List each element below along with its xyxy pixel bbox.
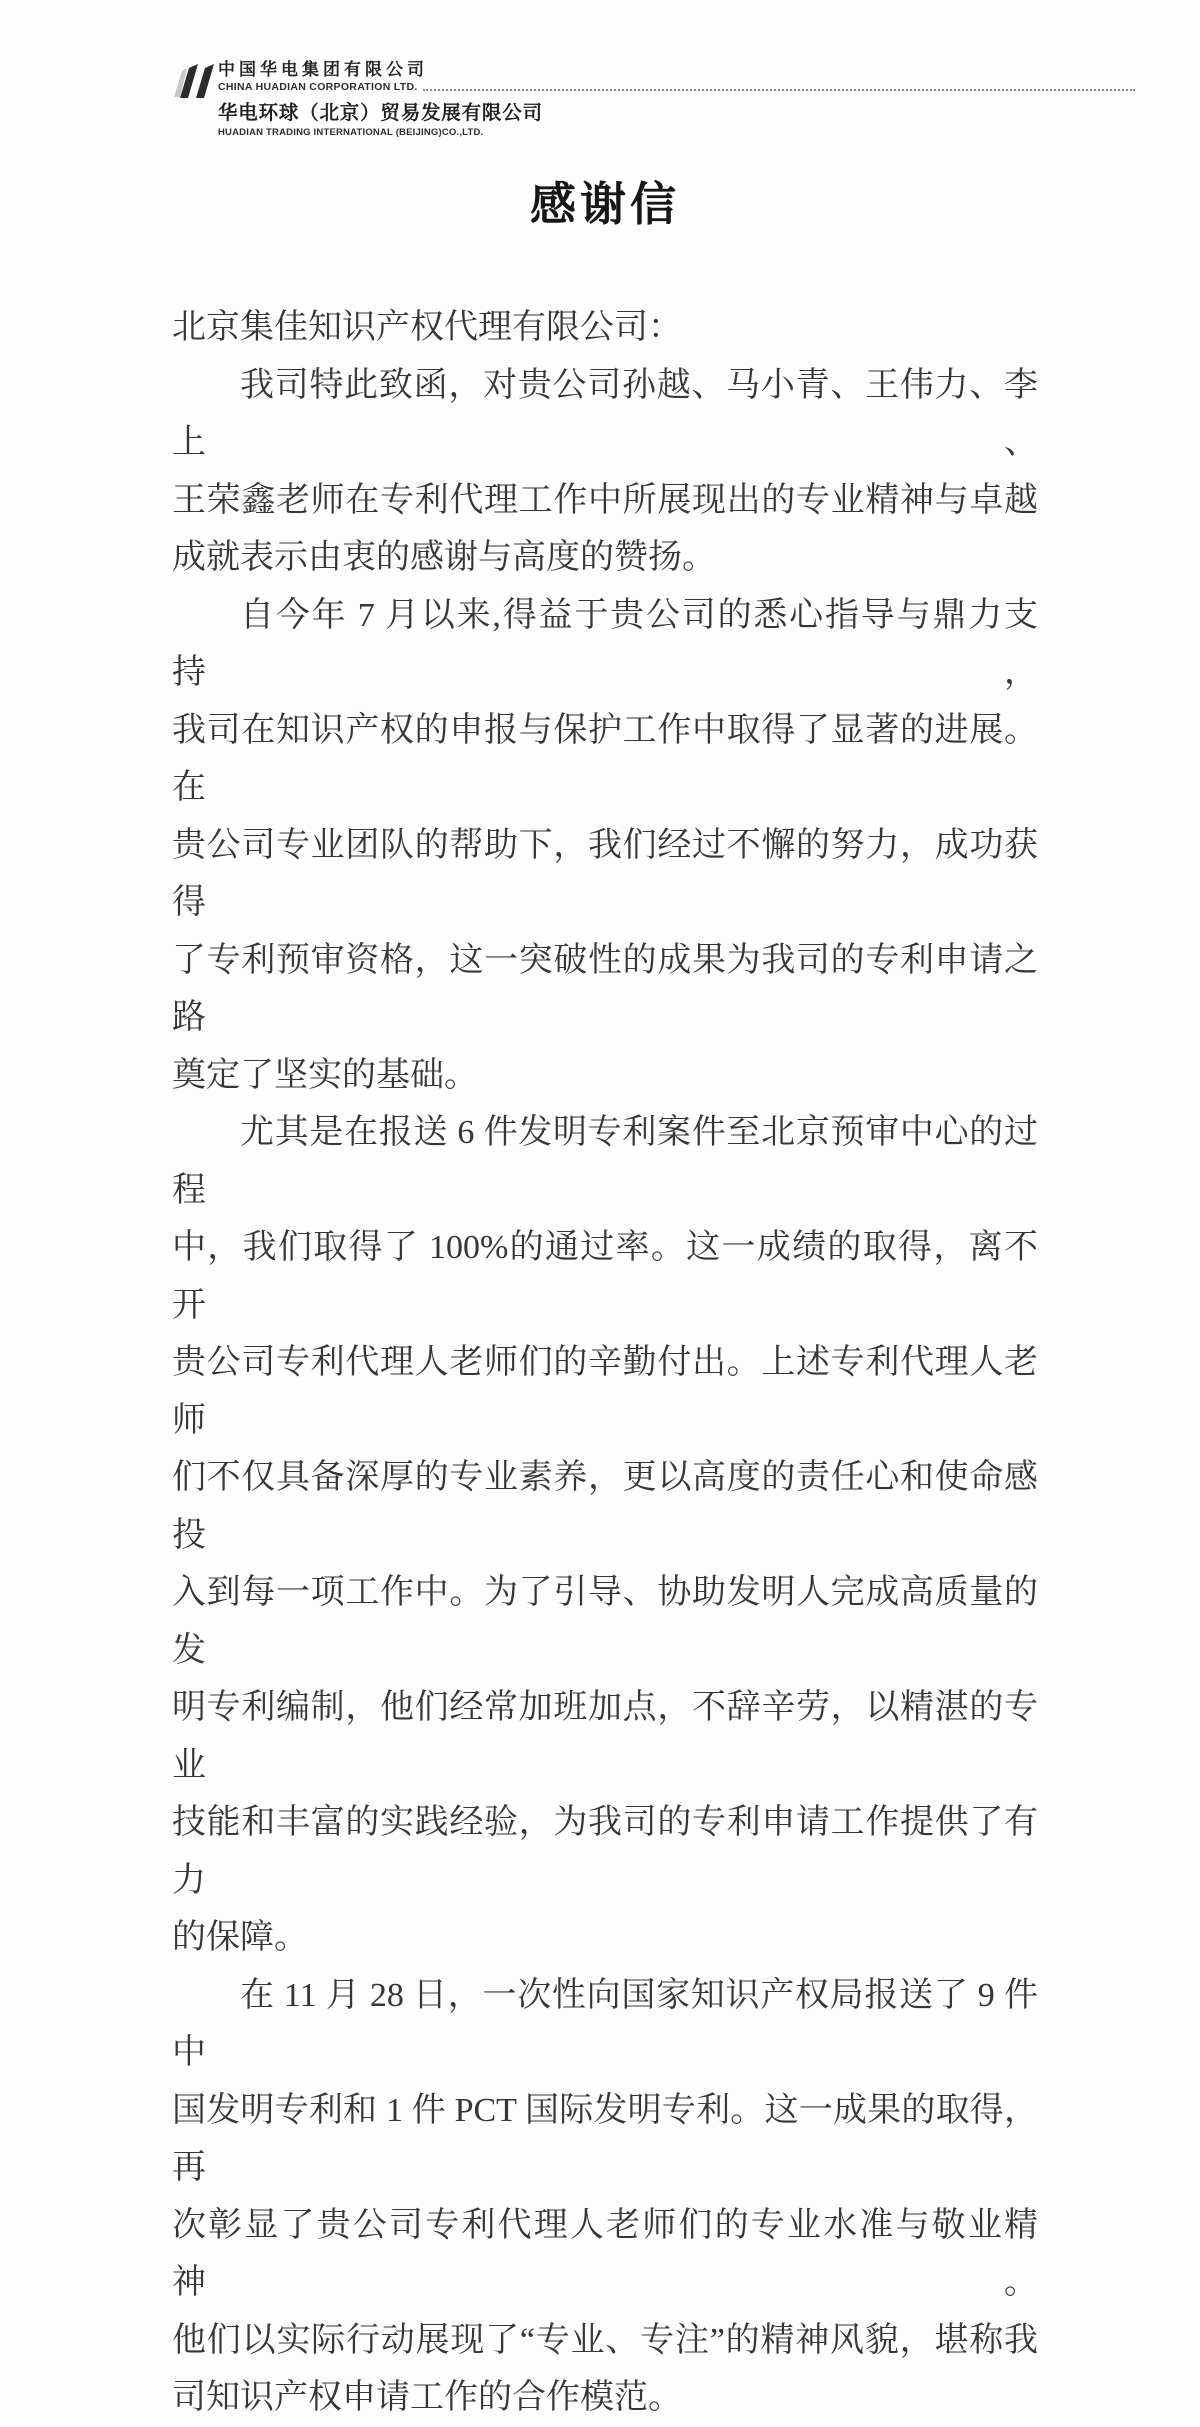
letterhead-text xyxy=(218,60,1135,138)
letter-line: 他们以实际行动展现了“专业、专注”的精神风貌，堪称我 xyxy=(172,2321,1038,2359)
letterhead xyxy=(172,60,1135,138)
letter-line: 入到每一项工作中。为了引导、协助发明人完成高质量的发 xyxy=(172,1574,1038,1669)
letter-line: 贵公司专利代理人老师们的辛勤付出。上述专利代理人老师 xyxy=(172,1344,1038,1439)
letter-line: 国发明专利和 1 件 PCT 国际发明专利。这一成果的取得，再 xyxy=(172,2091,1038,2186)
letter-line: 成就表示由衷的感谢与高度的赞扬。 xyxy=(172,539,716,576)
letter-line: 了专利预审资格，这一突破性的成果为我司的专利申请之路 xyxy=(172,941,1038,1036)
letterhead-rule-row xyxy=(218,81,1135,93)
subsidiary-name-cn: 华电环球（北京）贸易发展有限公司 xyxy=(218,102,543,124)
parent-company-name-en: CHINA HUADIAN CORPORATION LTD. xyxy=(218,81,418,93)
letter-line: 我司在知识产权的申报与保护工作中取得了显著的进展。在 xyxy=(172,711,1038,806)
letter-line: 的保障。 xyxy=(172,1919,308,1956)
letter-title: 感谢信 xyxy=(530,179,680,230)
letter-line: 奠定了坚实的基础。 xyxy=(172,1056,478,1094)
letter-line: 王荣鑫老师在专利代理工作中所展现出的专业精神与卓越 xyxy=(172,481,1038,519)
letter-line: 次彰显了贵公司专利代理人老师们的专业水准与敬业精神。 xyxy=(172,2206,1038,2301)
letter-line: 我司特此致函，对贵公司孙越、马小青、王伟力、李上、 xyxy=(172,366,1038,461)
letter-line: 在 11 月 28 日，一次性向国家知识产权局报送了 9 件中 xyxy=(172,1976,1038,2071)
china-huadian-logo-icon xyxy=(172,63,218,99)
letter-line: 尤其是在报送 6 件发明专利案件至北京预审中心的过程 xyxy=(172,1114,1038,1209)
letterhead-dotted-rule xyxy=(423,89,1135,91)
letter-line: 们不仅具备深厚的专业素养，更以高度的责任心和使命感投 xyxy=(172,1459,1038,1554)
letter-line: 自今年 7 月以来,得益于贵公司的悉心指导与鼎力支持， xyxy=(172,596,1038,691)
letter-line: 贵公司专业团队的帮助下，我们经过不懈的努力，成功获得 xyxy=(172,826,1038,921)
letter-line: 技能和丰富的实践经验，为我司的专利申请工作提供了有力 xyxy=(172,1804,1038,1899)
salutation-line: 北京集佳知识产权代理有限公司： xyxy=(172,309,682,346)
parent-company-name-cn: 中国华电集团有限公司 xyxy=(218,60,428,79)
paragraphs-container xyxy=(172,357,1038,2427)
letter-body xyxy=(172,299,1038,2427)
letter-line: 司知识产权申请工作的合作模范。 xyxy=(172,2379,682,2416)
subsidiary-name-en: HUADIAN TRADING INTERNATIONAL (BEIJING)CO.,LTD. xyxy=(218,127,484,138)
letter-line: 中，我们取得了 100%的通过率。这一成绩的取得，离不开 xyxy=(172,1229,1038,1324)
letter-line: 明专利编制，他们经常加班加点，不辞辛劳，以精湛的专业 xyxy=(172,1689,1038,1784)
